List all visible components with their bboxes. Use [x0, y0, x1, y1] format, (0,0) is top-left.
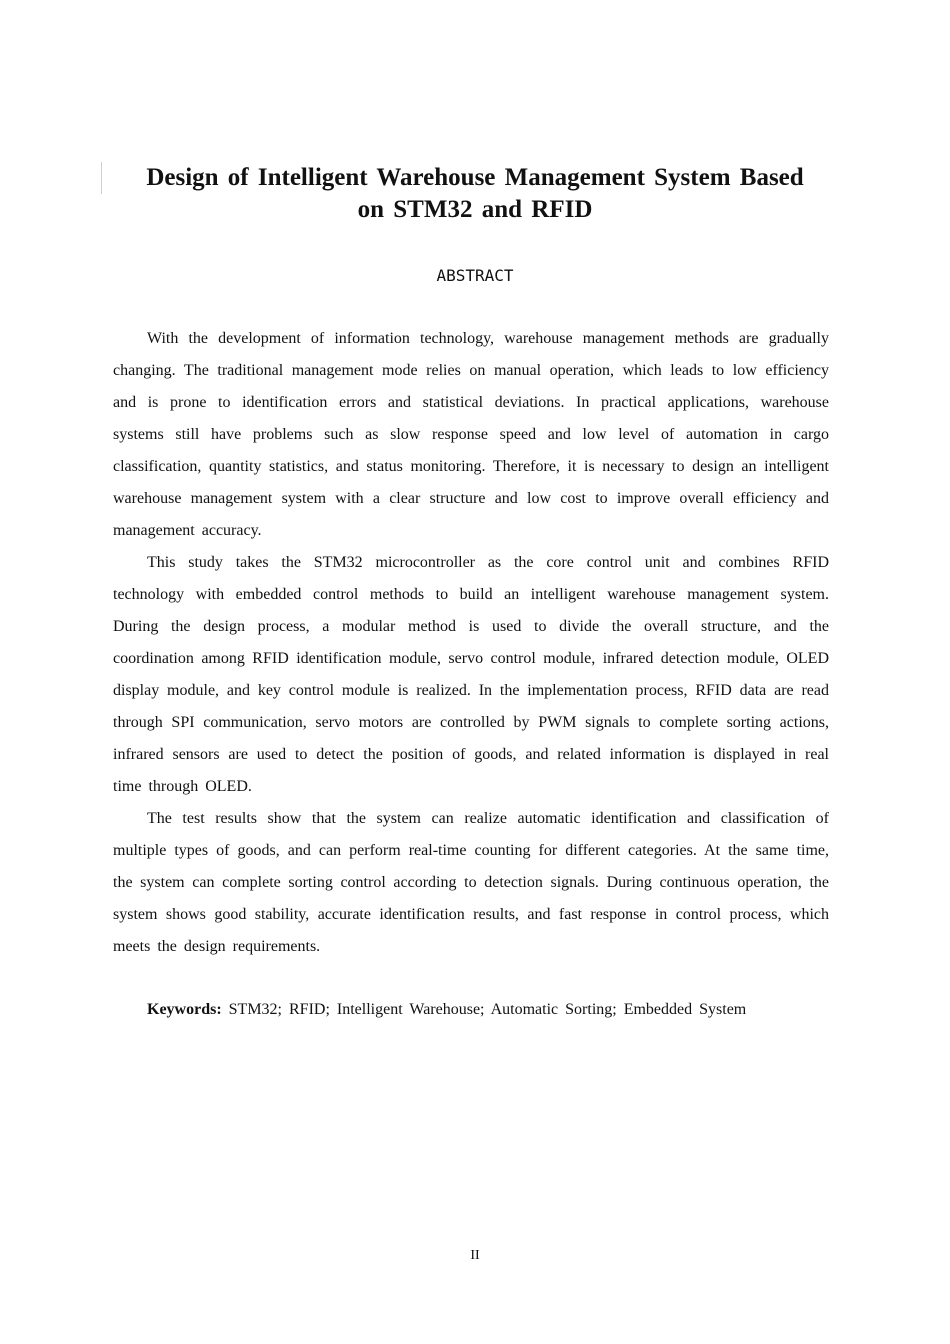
margin-marker — [101, 162, 102, 194]
abstract-paragraph-3: The test results show that the system can realize automatic identification and classification of multiple types of goods, and can perform real-time counting for different categories. At the same time, the system can complete sorting control according to detection signals. During continuous operation, the system shows good stability, accurate identification results, and fast response in control process, which meets the design requirements. — [113, 810, 829, 955]
document-title — [115, 162, 835, 226]
keywords-text: STM32; RFID; Intelligent Warehouse; Automatic Sorting; Embedded System — [228, 1001, 747, 1018]
keywords-line — [147, 994, 847, 1026]
abstract-body — [113, 323, 829, 963]
abstract-heading: ABSTRACT — [436, 266, 514, 285]
page-number: II — [470, 1248, 480, 1263]
title-line-2: on STM32 and RFID — [357, 196, 593, 223]
title-line-1: Design of Intelligent Warehouse Management System Based — [146, 164, 804, 191]
abstract-paragraph-2: This study takes the STM32 microcontroller as the core control unit and combines RFID technology with embedded control methods to build an intelligent warehouse management system. During the design process, a modular method is used to divide the overall structure, and the coordination among RFID identification module, servo control module, infrared detection module, OLED display module, and key control module is realized. In the implementation process, RFID data are read through SPI communication, servo motors are controlled by PWM signals to complete sorting actions, infrared sensors are used to detect the position of goods, and related information is displayed in real time through OLED. — [113, 554, 829, 795]
keywords-label: Keywords: — [147, 1001, 222, 1018]
abstract-paragraph-1: With the development of information technology, warehouse management methods are gradually changing. The traditional management mode relies on manual operation, which leads to low efficiency and is prone to identification errors and statistical deviations. In practical applications, warehouse systems still have problems such as slow response speed and low level of automation in cargo classification, quantity statistics, and status monitoring. Therefore, it is necessary to design an intelligent warehouse management system with a clear structure and low cost to improve overall efficiency and management accuracy. — [113, 330, 829, 539]
